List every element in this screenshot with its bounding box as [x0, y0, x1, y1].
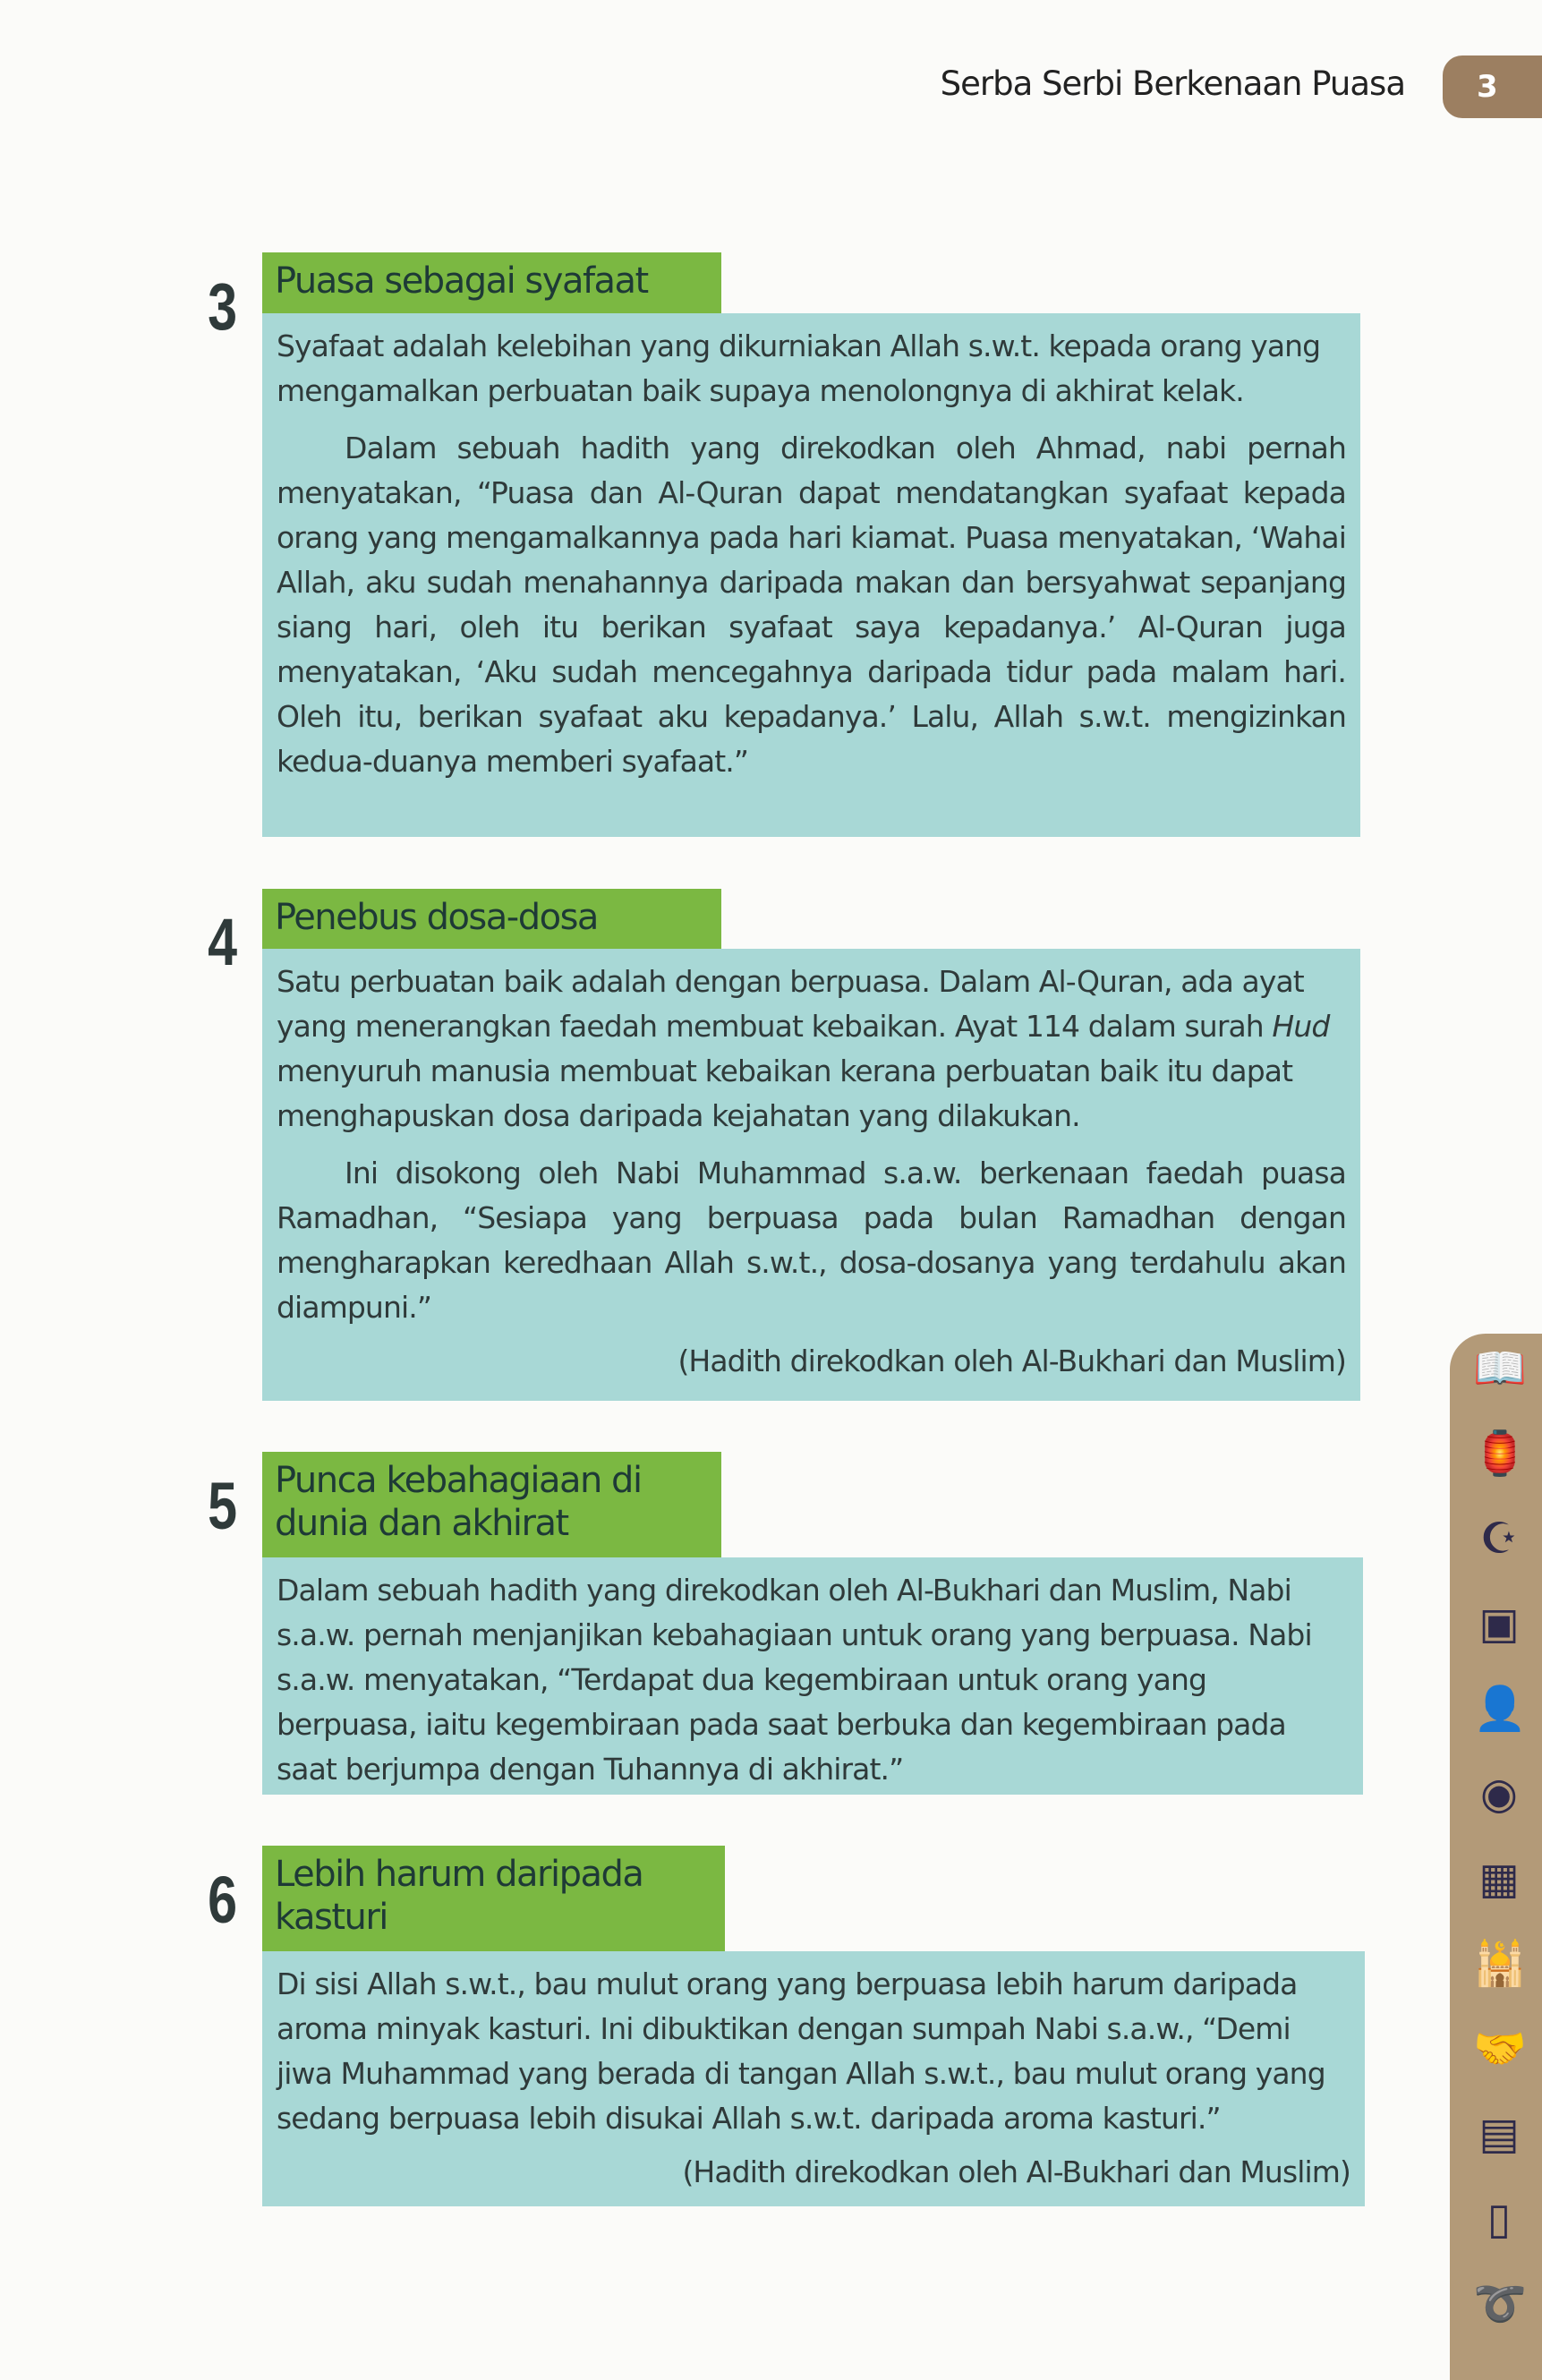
prayer-beads-icon[interactable]: ➰ [1473, 2279, 1527, 2329]
section-number: 6 [208, 1863, 238, 1937]
calendar-icon[interactable]: ▦ [1478, 1854, 1520, 1904]
chapter-tab-strip [1450, 1334, 1542, 2380]
section-body [262, 313, 1360, 837]
text: menyuruh manusia membuat kebaikan kerana perbuatan baik itu dapat menghapuskan dosa daripada kejahatan yang dilakukan. [277, 1054, 1293, 1133]
quran-book-icon[interactable]: 📖 [1473, 1344, 1527, 1394]
handshake-icon[interactable]: 🤝 [1473, 2024, 1527, 2074]
text: Satu perbuatan baik adalah dengan berpuasa. Dalam Al-Quran, ada ayat yang menerangkan faedah membuat kebaikan. Ayat 114 dalam surah [277, 964, 1304, 1044]
section-number: 4 [208, 905, 238, 979]
surah-name: Hud [1272, 1009, 1330, 1044]
paragraph: Di sisi Allah s.w.t., bau mulut orang yang berpuasa lebih harum daripada aroma minyak kasturi. Ini dibuktikan dengan sumpah Nabi s.a.w., “Demi jiwa Muhammad yang berada di tangan Allah s.w.t., bau mulut orang yang sedang berpuasa lebih disukai Allah s.w.t. daripada aroma kasturi.” [277, 1966, 1325, 2136]
section-body [262, 1951, 1365, 2206]
section-title: Punca kebahagiaan di dunia dan akhirat [262, 1452, 721, 1557]
section-number: 3 [208, 269, 238, 344]
section-body [262, 949, 1360, 1401]
imam-icon[interactable]: 👤 [1473, 1684, 1527, 1734]
quran-cover-icon[interactable]: ▣ [1478, 1599, 1520, 1649]
paragraph: Dalam sebuah hadith yang direkodkan oleh Al-Bukhari dan Muslim, Nabi s.a.w. pernah menjanjikan kebahagiaan untuk orang yang berpuasa. Nabi s.a.w. menyatakan, “Terdapat dua kegembiraan untuk orang yang berpuasa, iaitu kegembiraan pada saat berbuka dan kegembiraan pada saat berjumpa dengan Tuhannya di akhirat.” [277, 1573, 1312, 1787]
donation-box-icon[interactable]: ▤ [1478, 2109, 1520, 2159]
hadith-source: (Hadith direkodkan oleh Al-Bukhari dan Muslim) [677, 1344, 1346, 1378]
paragraph: Dalam sebuah hadith yang direkodkan oleh Ahmad, nabi pernah menyatakan, “Puasa dan Al-Quran dapat mendatangkan syafaat kepada orang yang mengamalkannya pada hari kiamat. Puasa menyatakan, ‘Wahai Allah, aku sudah menahannya daripada makan dan bersyahwat sepanjang siang hari, oleh itu berikan syafaat saya kepadanya.’ Al-Quran juga menyatakan, ‘Aku sudah mencegahnya daripada tidur pada malam hari. Oleh itu, berikan syafaat aku kepadanya.’ Lalu, Allah s.w.t. mengizinkan kedua-duanya memberi syafaat.” [277, 431, 1346, 779]
hijab-woman-icon[interactable]: ◉ [1480, 1769, 1518, 1819]
section-body [262, 1557, 1363, 1795]
paragraph: Syafaat adalah kelebihan yang dikurniakan Allah s.w.t. kepada orang yang mengamalkan perbuatan baik supaya menolongnya di akhirat kelak. [277, 328, 1321, 408]
section-title: Puasa sebagai syafaat [262, 252, 721, 313]
section-title: Lebih harum daripada kasturi [262, 1846, 725, 1951]
paragraph [277, 960, 1346, 1139]
mosque-icon[interactable]: 🕌 [1473, 1939, 1527, 1989]
crescent-star-icon[interactable]: ☪ [1479, 1514, 1519, 1564]
running-title: Serba Serbi Berkenaan Puasa [940, 64, 1405, 103]
page-number-badge: 3 [1443, 55, 1542, 118]
lantern-icon[interactable]: 🏮 [1473, 1429, 1527, 1479]
section-title: Penebus dosa-dosa [262, 889, 721, 949]
phone-icon[interactable]: ▯ [1487, 2194, 1512, 2244]
section-number: 5 [208, 1469, 238, 1543]
hadith-source: (Hadith direkodkan oleh Al-Bukhari dan Muslim) [682, 2154, 1350, 2189]
paragraph: Ini disokong oleh Nabi Muhammad s.a.w. berkenaan faedah puasa Ramadhan, “Sesiapa yang berpuasa pada bulan Ramadhan dengan mengharapkan keredhaan Allah s.w.t., dosa-dosanya yang terdahulu akan diampuni.” [277, 1156, 1346, 1325]
